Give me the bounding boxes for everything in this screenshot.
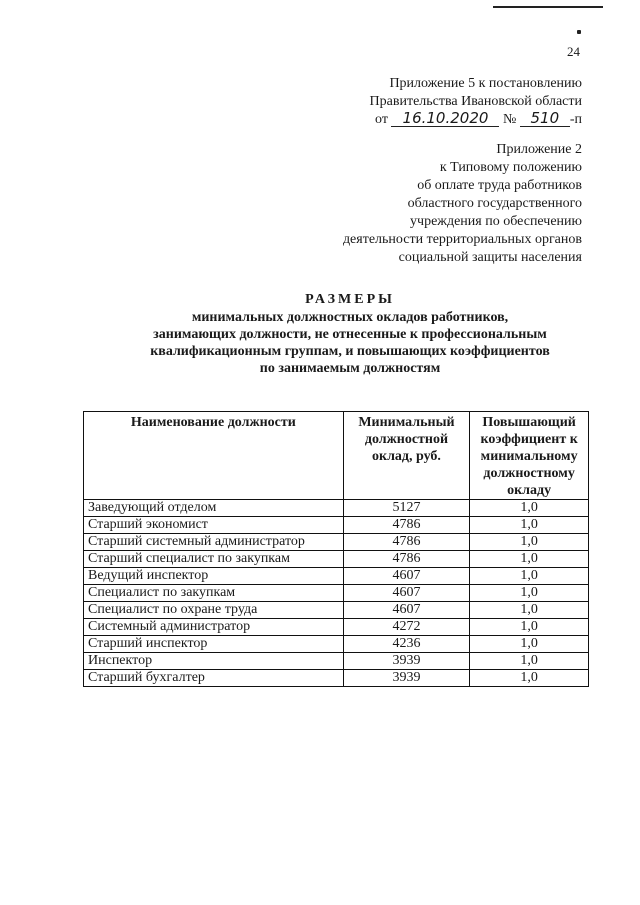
cell-coefficient: 1,0: [470, 602, 589, 619]
handwritten-date: 16.10.2020: [391, 111, 499, 127]
table-row: [84, 517, 589, 534]
document-subtitle: [0, 309, 640, 377]
cell-position-name: Специалист по закупкам: [84, 585, 344, 602]
cell-coefficient: 1,0: [470, 585, 589, 602]
cell-coefficient: 1,0: [470, 534, 589, 551]
cell-coefficient: 1,0: [470, 551, 589, 568]
from-label: от: [375, 112, 388, 127]
number-suffix: -п: [569, 112, 582, 127]
appendix5-line1: Приложение 5 к постановлению: [389, 76, 582, 91]
cell-min-salary: 4786: [343, 534, 470, 551]
cell-min-salary: 4786: [343, 551, 470, 568]
table-header-row: [84, 412, 589, 500]
cell-min-salary: 3939: [343, 653, 470, 670]
top-rule: [493, 6, 603, 8]
table-row: [84, 500, 589, 517]
subtitle-line: по занимаемым должностям: [259, 361, 441, 376]
appendix2-line: Приложение 2: [496, 142, 582, 157]
table-row: [84, 636, 589, 653]
table-row: [84, 619, 589, 636]
number-label: №: [502, 112, 517, 127]
page-number: 24: [567, 44, 580, 59]
header-coefficient: Повышающий коэффициент к минимальному должностному окладу: [470, 412, 589, 500]
cell-position-name: Системный администратор: [84, 619, 344, 636]
appendix2-line: деятельности территориальных органов: [342, 232, 582, 247]
scan-mark: [577, 30, 581, 34]
appendix2-block: [343, 141, 582, 267]
table-row: [84, 534, 589, 551]
cell-position-name: Старший инспектор: [84, 636, 344, 653]
cell-min-salary: 4786: [343, 517, 470, 534]
subtitle-line: занимающих должности, не отнесенные к профессиональным: [153, 327, 547, 342]
cell-position-name: Старший специалист по закупкам: [84, 551, 344, 568]
cell-position-name: Старший системный администратор: [84, 534, 344, 551]
cell-min-salary: 4607: [343, 602, 470, 619]
salary-table: [83, 411, 589, 687]
header-position: Наименование должности: [84, 412, 344, 500]
appendix5-date-line: [370, 111, 582, 129]
cell-position-name: Заведующий отделом: [84, 500, 344, 517]
table-row: [84, 585, 589, 602]
cell-coefficient: 1,0: [470, 636, 589, 653]
table-row: [84, 568, 589, 585]
subtitle-line: минимальных должностных окладов работников,: [191, 310, 509, 325]
cell-coefficient: 1,0: [470, 653, 589, 670]
cell-coefficient: 1,0: [470, 619, 589, 636]
table-row: [84, 653, 589, 670]
table-row: [84, 602, 589, 619]
cell-min-salary: 3939: [343, 670, 470, 687]
cell-coefficient: 1,0: [470, 500, 589, 517]
table-row: [84, 670, 589, 687]
appendix2-line: учреждения по обеспечению: [410, 214, 582, 229]
cell-min-salary: 4236: [343, 636, 470, 653]
subtitle-line: квалификационным группам, и повышающих коэффициентов: [150, 344, 550, 359]
appendix2-line: к Типовому положению: [439, 160, 582, 175]
appendix5-line2: Правительства Ивановской области: [369, 94, 582, 109]
cell-coefficient: 1,0: [470, 670, 589, 687]
cell-coefficient: 1,0: [470, 568, 589, 585]
cell-position-name: Специалист по охране труда: [84, 602, 344, 619]
appendix2-line: областного государственного: [407, 196, 582, 211]
appendix2-line: об оплате труда работников: [417, 178, 582, 193]
appendix2-line: социальной защиты населения: [398, 250, 582, 265]
appendix5-block: [370, 75, 582, 129]
cell-min-salary: 4607: [343, 585, 470, 602]
cell-min-salary: 4272: [343, 619, 470, 636]
cell-min-salary: 4607: [343, 568, 470, 585]
handwritten-number: 510: [520, 111, 570, 127]
header-salary: Минимальный должностной оклад, руб.: [343, 412, 470, 500]
table-row: [84, 551, 589, 568]
cell-min-salary: 5127: [343, 500, 470, 517]
cell-position-name: Ведущий инспектор: [84, 568, 344, 585]
cell-position-name: Старший экономист: [84, 517, 344, 534]
document-title: РАЗМЕРЫ: [305, 292, 395, 307]
cell-position-name: Инспектор: [84, 653, 344, 670]
cell-coefficient: 1,0: [470, 517, 589, 534]
cell-position-name: Старший бухгалтер: [84, 670, 344, 687]
